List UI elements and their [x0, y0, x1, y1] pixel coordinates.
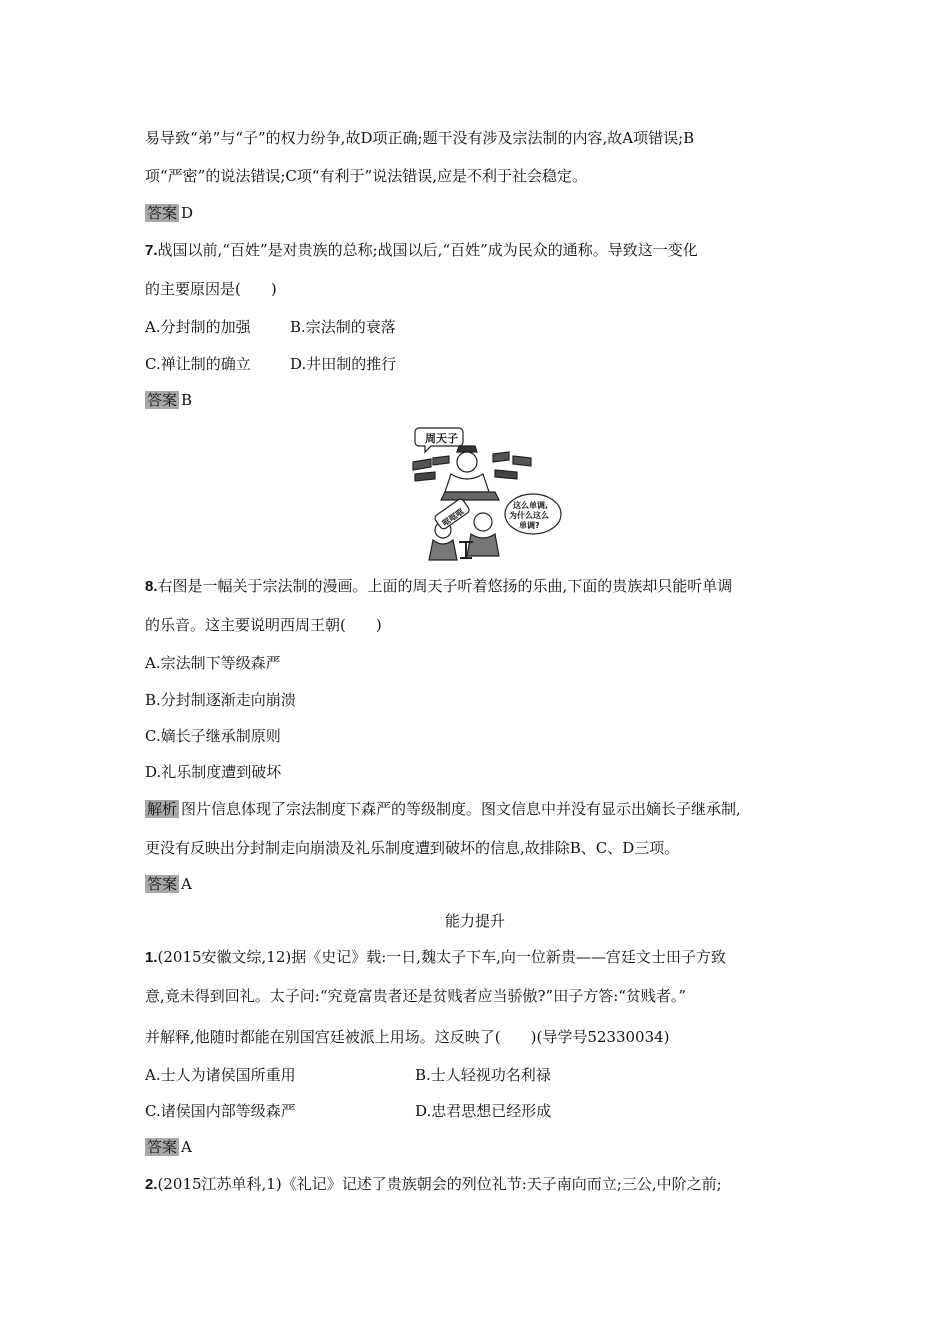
q7-options-row-2 — [145, 354, 397, 374]
analysis-tag: 解析 — [147, 800, 178, 818]
q8-answer-row — [145, 874, 192, 894]
p1-answer-row — [145, 1137, 192, 1157]
q7-stem-line-2: 的主要原因是( ) — [145, 280, 277, 298]
p2-number: 2. — [145, 1176, 158, 1193]
bubble-right-text-3: 单调? — [519, 521, 540, 530]
q7-stem-text-1: 战国以前,“百姓”是对贵族的总称;战国以后,“百姓”成为民众的通称。导致这一变化 — [157, 241, 698, 259]
q8-option-a: A.宗法制下等级森严 — [145, 654, 281, 672]
answer-value: B — [181, 391, 193, 409]
q8-stem-text-1: 右图是一幅关于宗法制的漫画。上面的周天子听着悠扬的乐曲,下面的贵族却只能听单调 — [157, 577, 733, 595]
q8-option-b: B.分封制逐渐走向崩溃 — [145, 691, 296, 709]
bubble-left-text: 哐哐哐 — [440, 506, 466, 529]
q7-stem-line-1 — [145, 240, 698, 261]
q8-stem-line-1 — [145, 576, 732, 597]
explanation-line-1: 易导致“弟”与“子”的权力纷争,故D项正确;题干没有涉及宗法制的内容,故A项错误;B — [145, 129, 695, 147]
p2-stem-text-1: (2015江苏单科,1)《礼记》记述了贵族朝会的列位礼节:天子南向而立;三公,中阶之前; — [157, 1175, 722, 1193]
q8-option-c: C.嫡长子继承制原则 — [145, 727, 281, 745]
q8-number: 8. — [145, 578, 158, 595]
zongfa-cartoon-image — [405, 422, 565, 567]
bubble-right-text-2: 为什么这么 — [509, 511, 549, 520]
p1-option-b: B.士人轻视功名利禄 — [415, 1066, 551, 1084]
q8-analysis-line-2: 更没有反映出分封制走向崩溃及礼乐制度遭到破坏的信息,故排除B、C、D三项。 — [145, 839, 680, 857]
answer-tag: 答案 — [147, 204, 178, 222]
q7-answer-row — [145, 390, 192, 410]
q7-option-c: C.禅让制的确立 — [145, 355, 251, 373]
p1-stem-line-1 — [145, 947, 726, 968]
answer-tag: 答案 — [147, 1138, 178, 1156]
p1-option-c: C.诸侯国内部等级森严 — [145, 1102, 296, 1120]
answer-value: A — [181, 875, 192, 893]
explanation-line-2: 项“严密”的说法错误;C项“有利于”说法错误,应是不利于社会稳定。 — [145, 167, 587, 185]
p1-number: 1. — [145, 949, 158, 966]
p1-stem-line-3: 并解释,他随时都能在别国宫廷被派上用场。这反映了( )(导学号52330034) — [145, 1028, 670, 1046]
p1-option-a: A.士人为诸侯国所重用 — [145, 1066, 296, 1084]
p1-stem-line-2: 意,竟未得到回礼。太子问:“究竟富贵者还是贫贱者应当骄傲?”田子方答:“贫贱者。” — [145, 987, 687, 1005]
section-title: 能力提升 — [444, 912, 505, 930]
p1-options-row-1 — [145, 1065, 551, 1085]
q7-options-row-1 — [145, 317, 396, 337]
q8-analysis-line-1 — [145, 799, 741, 819]
p1-option-d: D.忠君思想已经形成 — [415, 1102, 552, 1120]
q8-stem-line-2: 的乐音。这主要说明西周王朝( ) — [145, 616, 382, 634]
p1-options-row-2 — [145, 1101, 552, 1121]
answer-tag: 答案 — [147, 391, 178, 409]
q8-analysis-text-1: 图片信息体现了宗法制度下森严的等级制度。图文信息中并没有显示出嫡长子继承制, — [181, 800, 741, 818]
q8-option-d: D.礼乐制度遭到破坏 — [145, 763, 282, 781]
q7-option-b: B.宗法制的衰落 — [290, 318, 396, 336]
answer-value: D — [181, 204, 194, 222]
q7-option-a: A.分封制的加强 — [145, 318, 251, 336]
p1-stem-text-1: (2015安徽文综,12)据《史记》载:一日,魏太子下车,向一位新贵——宫廷文士田子方致 — [157, 948, 726, 966]
bubble-right-text-1: 这么单调, — [513, 501, 549, 510]
bubble-top-text: 周天子 — [425, 432, 458, 445]
answer-value: A — [181, 1138, 192, 1156]
answer-tag: 答案 — [147, 875, 178, 893]
answer-row-prev — [145, 203, 193, 223]
q7-number: 7. — [145, 242, 158, 259]
p2-stem-line-1 — [145, 1174, 722, 1195]
q7-option-d: D.井田制的推行 — [290, 355, 397, 373]
